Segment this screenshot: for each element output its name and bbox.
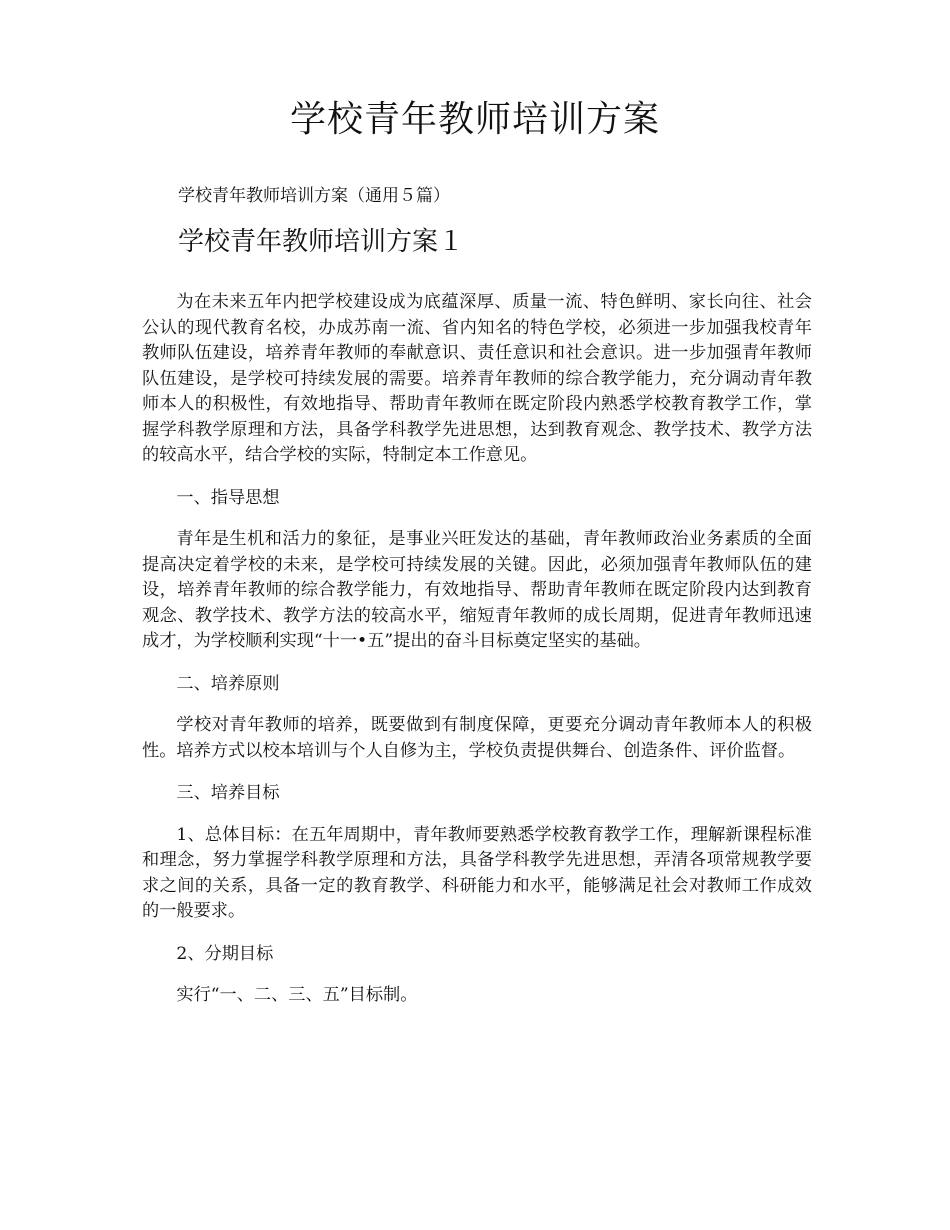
heading-guiding-thought: 一、指导思想 [176,487,280,508]
section-title: 学校青年教师培训方案１ [178,227,465,257]
document-title: 学校青年教师培训方案 [289,99,660,140]
heading-training-principle: 二、培养原则 [176,673,280,694]
document-body [142,290,812,1026]
paragraph-intro: 为在未来五年内把学校建设成为底蕴深厚、质量一流、特色鲜明、家长向往、社会公认的现代教育名校，办成苏南一流、省内知名的特色学校，必须进一步加强我校青年教师队伍建设，培养青年教师的奉献意识、责任意识和社会意识。进一步加强青年教师队伍建设，是学校可持续发展的需要。培养青年教师的综合教学能力，充分调动青年教师本人的积极性，有效地指导、帮助青年教师在既定阶段内熟悉学校教育教学工作，掌握学科教学原理和方法，具备学科教学先进思想，达到教育观念、教学技术、教学方法的较高水平，结合学校的实际，特制定本工作意见。 [142,292,812,465]
document-subtitle: 学校青年教师培训方案（通用５篇） [178,186,450,206]
paragraph-overall-goal: 1、总体目标：在五年周期中，青年教师要熟悉学校教育教学工作，理解新课程标准和理念，努力掌握学科教学原理和方法，具备学科教学先进思想，弄清各项常规教学要求之间的关系，具备一定的教育教学、科研能力和水平，能够满足社会对教师工作成效的一般要求。 [142,824,812,921]
paragraph-training-principle: 学校对青年教师的培养，既要做到有制度保障，更要充分调动青年教师本人的积极性。培养方式以校本培训与个人自修为主，学校负责提供舞台、创造条件、评价监督。 [142,715,812,761]
paragraph-guiding-thought: 青年是生机和活力的象征，是事业兴旺发达的基础，青年教师政治业务素质的全面提高决定着学校的未来，是学校可持续发展的关键。因此，必须加强青年教师队伍的建设，培养青年教师的综合教学能力，有效地指导、帮助青年教师在既定阶段内达到教育观念、教学技术、教学方法的较高水平，缩短青年教师的成长周期，促进青年教师迅速成才，为学校顺利实现“十一•五”提出的奋斗目标奠定坚实的基础。 [142,529,812,651]
heading-phased-goals: 2、分期目标 [176,943,274,964]
heading-training-goals: 三、培养目标 [176,783,280,803]
paragraph-phased-goals: 实行“一、二、三、五”目标制。 [176,985,418,1005]
